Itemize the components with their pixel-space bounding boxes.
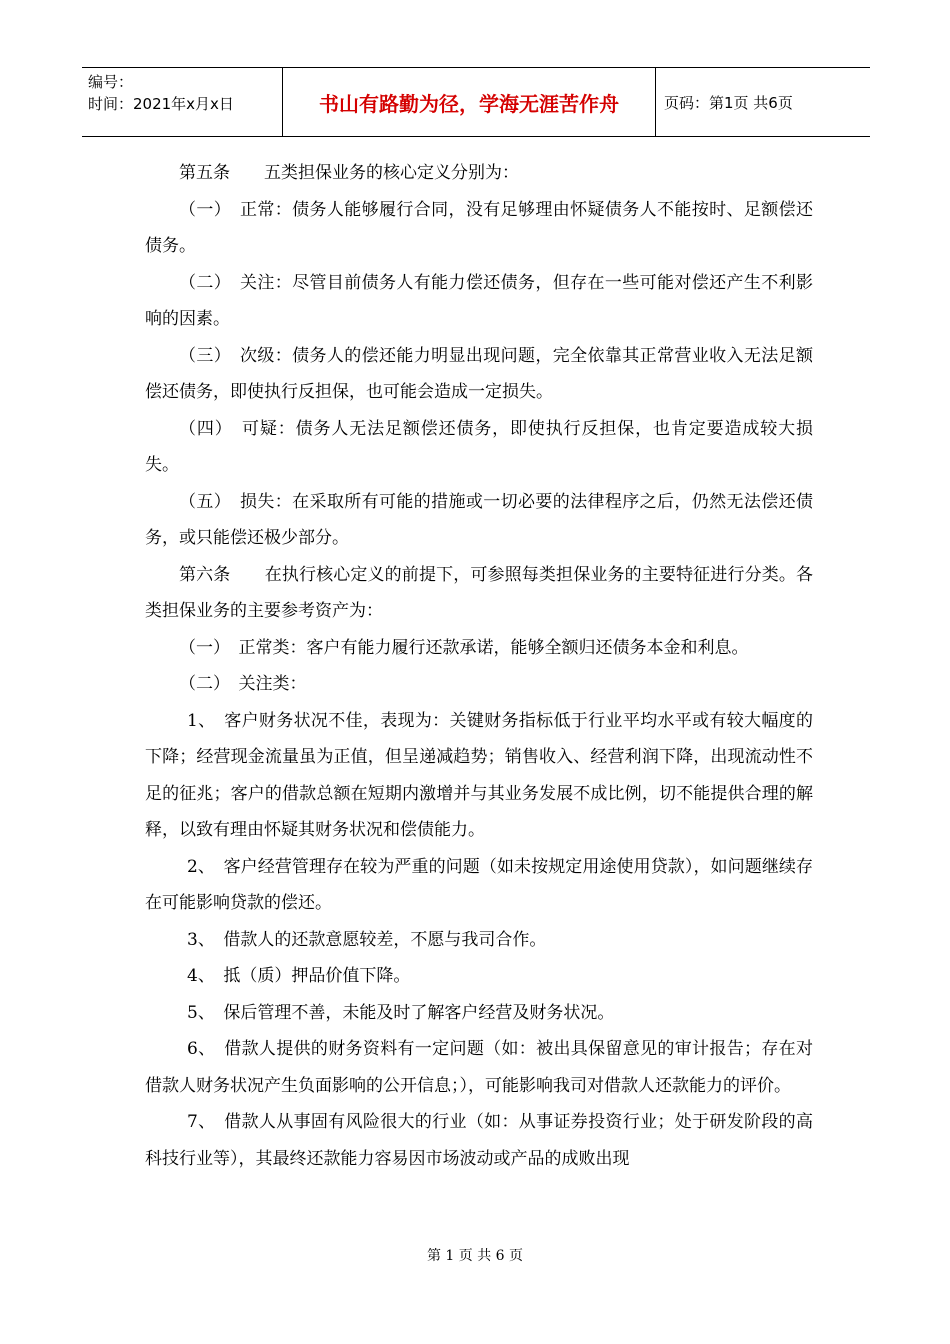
- body-paragraph: 6、 借款人提供的财务资料有一定问题（如：被出具保留意见的审计报告；存在对借款人财务状况产生负面影响的公开信息；），可能影响我司对借款人还款能力的评价。: [145, 1039, 813, 1096]
- body-paragraph: 1、 客户财务状况不佳，表现为：关键财务指标低于行业平均水平或有较大幅度的下降；经营现金流量虽为正值，但呈递减趋势；销售收入、经营利润下降，出现流动性不足的征兆；客户的借款总额在短期内激增并与其业务发展不成比例，切不能提供合理的解释，以致有理由怀疑其财务状况和偿债能力。: [145, 710, 813, 840]
- body-paragraph: 3、 借款人的还款意愿较差，不愿与我司合作。: [187, 929, 547, 950]
- body-paragraph: （四） 可疑：债务人无法足额偿还债务，即使执行反担保，也肯定要造成较大损失。: [145, 418, 813, 475]
- body-paragraph: 7、 借款人从事固有风险很大的行业（如：从事证券投资行业；处于研发阶段的高科技行业等），其最终还款能力容易因市场波动或产品的成败出现: [145, 1112, 813, 1169]
- header-page-code: 页码：第1页 共6页: [664, 93, 793, 112]
- body-paragraph: 5、 保后管理不善，未能及时了解客户经营及财务状况。: [187, 1002, 615, 1023]
- body-paragraph: （一） 正常类：客户有能力履行还款承诺，能够全额归还债务本金和利息。: [179, 637, 749, 658]
- document-body: [145, 155, 813, 1177]
- body-paragraph: （一） 正常：债务人能够履行合同，没有足够理由怀疑债务人不能按时、足额偿还债务。: [145, 199, 813, 256]
- body-paragraph: 2、 客户经营管理存在较为严重的问题（如未按规定用途使用贷款），如问题继续存在可能影响贷款的偿还。: [145, 856, 813, 913]
- body-paragraph: 第六条 在执行核心定义的前提下，可参照每类担保业务的主要特征进行分类。各类担保业务的主要参考资产为：: [145, 564, 813, 621]
- body-paragraph: （三） 次级：债务人的偿还能力明显出现问题，完全依靠其正常营业收入无法足额偿还债务，即使执行反担保，也可能会造成一定损失。: [145, 345, 813, 402]
- document-header: [82, 67, 870, 137]
- document-time-label: 时间：2021年x月x日: [88, 95, 234, 113]
- header-motto: 书山有路勤为径，学海无涯苦作舟: [282, 68, 656, 136]
- body-paragraph: （二） 关注：尽管目前债务人有能力偿还债务，但存在一些可能对偿还产生不利影响的因素。: [145, 272, 813, 329]
- page-footer: 第 1 页 共 6 页: [426, 1248, 524, 1264]
- header-meta: [82, 68, 282, 136]
- body-paragraph: （五） 损失：在采取所有可能的措施或一切必要的法律程序之后，仍然无法偿还债务，或只能偿还极少部分。: [145, 491, 813, 548]
- body-paragraph: （二） 关注类：: [179, 674, 307, 694]
- body-paragraph: 4、 抵（质）押品价值下降。: [187, 966, 411, 986]
- document-number-label: 编号：: [88, 73, 134, 91]
- body-paragraph: 第五条 五类担保业务的核心定义分别为：: [179, 163, 519, 183]
